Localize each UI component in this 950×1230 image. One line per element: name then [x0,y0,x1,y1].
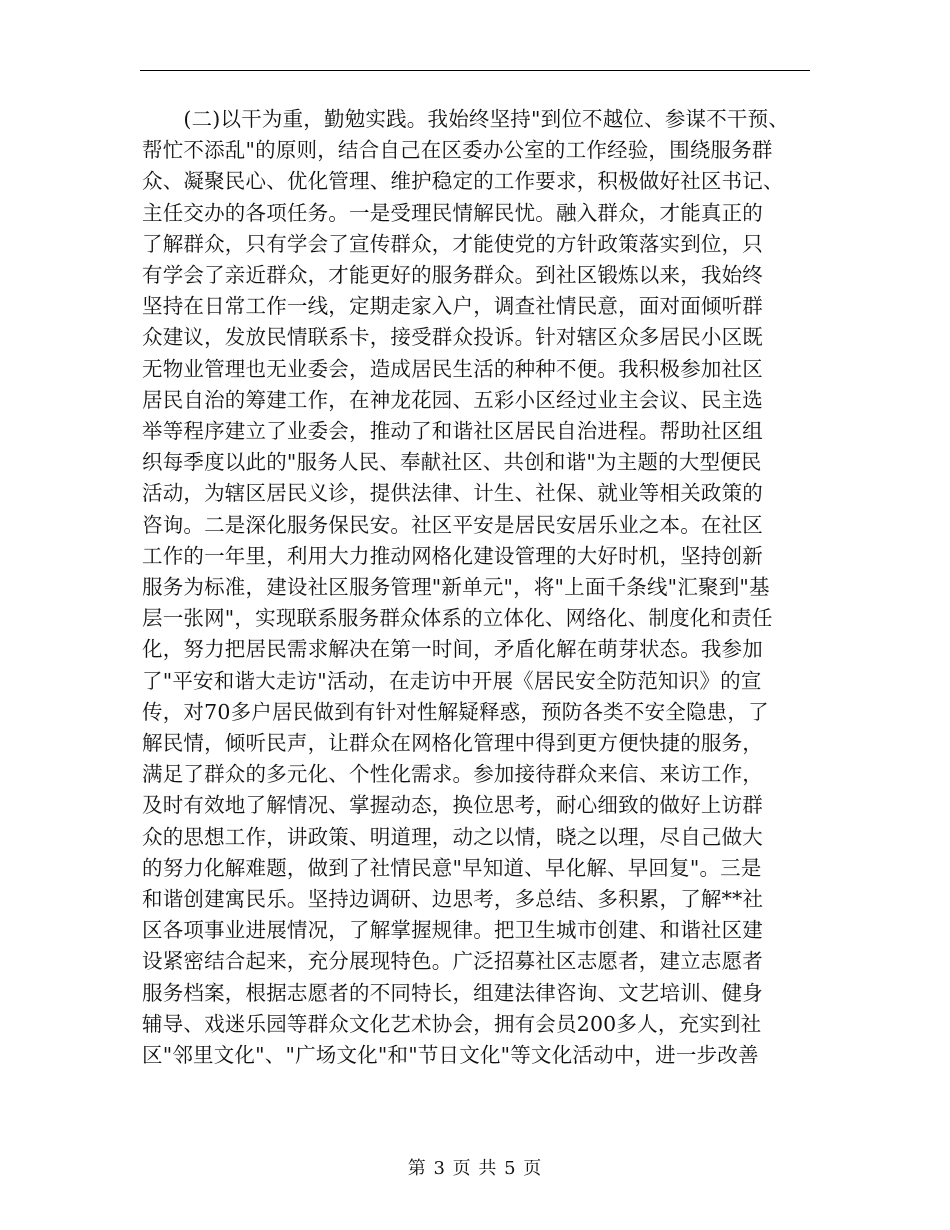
text-line: 解民情，倾听民声，让群众在网格化管理中得到更方便快捷的服务， [142,731,763,756]
text-line: 辅导、戏迷乐园等群众文化艺术协会，拥有会员200多人，充实到社 [142,1011,762,1036]
text-line: 主任交办的各项任务。一是受理民情解民忧。融入群众，才能真正的 [142,200,763,225]
text-line: 满足了群众的多元化、个性化需求。参加接待群众来信、来访工作， [142,762,763,787]
text-line: 区各项事业进展情况，了解掌握规律。把卫生城市创建、和谐社区建 [142,918,763,943]
text-line: 众建议，发放民情联系卡，接受群众投诉。针对辖区众多居民小区既 [142,325,763,350]
text-line: 设紧密结合起来，充分展现特色。广泛招募社区志愿者，建立志愿者 [142,949,763,974]
page-number-footer: 第 3 页 共 5 页 [407,1158,543,1179]
text-line: 服务为标准，建设社区服务管理"新单元"，将"上面千条线"汇聚到"基 [142,575,770,600]
text-line: 举等程序建立了业委会，推动了和谐社区居民自治进程。帮助社区组 [142,419,763,444]
text-line: 工作的一年里，利用大力推动网格化建设管理的大好时机，坚持创新 [142,543,763,568]
text-line: 化，努力把居民需求解决在第一时间，矛盾化解在萌芽状态。我参加 [142,637,763,662]
text-line: 无物业管理也无业委会，造成居民生活的种种不便。我积极参加社区 [142,356,763,381]
text-line: 层一张网"，实现联系服务群众体系的立体化、网络化、制度化和责任 [142,606,773,631]
text-line: 帮忙不添乱"的原则，结合自己在区委办公室的工作经验，围绕服务群 [142,138,773,163]
text-line: 及时有效地了解情况、掌握动态，换位思考，耐心细致的做好上访群 [142,793,763,818]
text-line: 和谐创建寓民乐。坚持边调研、边思考，多总结、多积累，了解**社 [142,887,764,912]
text-line: 服务档案，根据志愿者的不同特长，组建法律咨询、文艺培训、健身 [142,980,763,1005]
text-line: 织每季度以此的"服务人民、奉献社区、共创和谐"为主题的大型便民 [142,450,762,475]
text-line: 坚持在日常工作一线，定期走家入户，调查社情民意，面对面倾听群 [142,294,763,319]
text-line: 众的思想工作，讲政策、明道理，动之以情，晓之以理，尽自己做大 [142,824,763,849]
text-line: 居民自治的筹建工作，在神龙花园、五彩小区经过业主会议、民主选 [142,387,763,412]
text-line: 了"平安和谐大走访"活动，在走访中开展《居民安全防范知识》的宣 [142,668,762,693]
text-line: 活动，为辖区居民义诊，提供法律、计生、社保、就业等相关政策的 [142,481,763,506]
text-line: 众、凝聚民心、优化管理、维护稳定的工作要求，积极做好社区书记、 [142,169,784,194]
text-line: 传，对70多户居民做到有针对性解疑释惑，预防各类不安全隐患，了 [142,699,769,724]
text-line: (二)以干为重，勤勉实践。我始终坚持"到位不越位、参谋不干预、 [142,107,790,131]
header-rule [140,70,810,71]
text-line: 有学会了亲近群众，才能更好的服务群众。到社区锻炼以来，我始终 [142,263,763,288]
body-paragraph [142,104,808,1071]
text-line: 区"邻里文化"、"广场文化"和"节日文化"等文化活动中，进一步改善 [142,1043,759,1068]
text-line: 了解群众，只有学会了宣传群众，才能使党的方针政策落实到位，只 [142,231,763,256]
text-line: 的努力化解难题，做到了社情民意"早知道、早化解、早回复"。三是 [142,855,762,880]
text-line: 咨询。二是深化服务保民安。社区平安是居民安居乐业之本。在社区 [142,512,763,537]
